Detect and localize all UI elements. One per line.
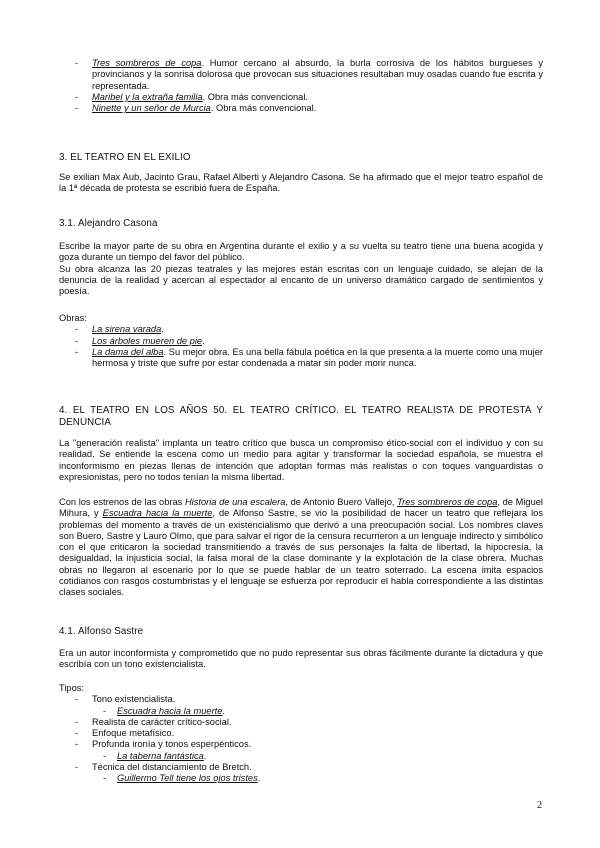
- casona-works: [59, 313, 543, 369]
- list-item-text: .: [222, 705, 226, 716]
- work-title: Guillermo Tell tiene los ojos tristes: [117, 773, 258, 784]
- work-title: Escuadra hacia la muerte: [102, 508, 213, 519]
- list-item-text: . Su mejor obra. Es una bella fábula poética en la que presenta a la muerte como una mujer hermosa y triste que sufre por estar condenada a matar sin poder morir nunca.: [92, 346, 543, 369]
- list-item-text: .: [257, 773, 261, 784]
- list-item: [59, 717, 543, 728]
- text-run: , de Alfonso Sastre, se vio la posibilidad de hacer un teatro que reflejara los problemas del momento a través de un existencialismo que derivó a una preocupación social. Los nombres claves son Buero, Sastre y Lauro Olmo, que para salvar el rigor de la censura recurrieron a un lenguaje indirecto y simbólico con el que criticaron la sociedad transmitiendo a través de sus personajes la falta de libertad, la hipocresía, la desigualdad, la injusticia social, la falsa moral de la clase dominante y la explotación de la clase obrera. Muchas obras no llegaron al escenario por lo que se puede hablar de un teatro soterrado. La escena imita espacios cotidianos con rasgos costumbristas y el lenguaje se esfuerza por reproducir el habla correspondiente a las distintas clases sociales.: [59, 508, 543, 598]
- paragraph: La "generación realista" implanta un teatro crítico que busca un compromiso ético-social con el individuo y con su realidad. Se entiende la escena como un medio para agitar y transformar la sociedad española, se muestra el inconformismo en piezas llenas de intención que adoptan formas más realistas o con toques vanguardistas o expresionistas, pero no todos tenían la misma libertad.: [59, 438, 543, 482]
- section-heading: 4. EL TEATRO EN LOS AÑOS 50. EL TEATRO CRÍTICO. EL TEATRO REALISTA DE PROTESTA Y DENUNCIA: [59, 405, 543, 428]
- page-number: 2: [537, 800, 542, 811]
- list-item: [59, 103, 543, 114]
- list-item: [59, 762, 543, 773]
- sub-list-item: [59, 706, 543, 717]
- work-title: La dama del alba: [92, 346, 164, 357]
- sub-list-item: [59, 751, 543, 762]
- text-run: Con los estrenos de las obras: [59, 497, 185, 507]
- work-title: La taberna fantástica: [117, 750, 204, 761]
- work-title: Escuadra hacia la muerte: [117, 705, 223, 716]
- paragraph: [59, 497, 543, 599]
- text-run: , de Miguel Mihura, y: [59, 497, 543, 519]
- sastre-types: [59, 683, 543, 785]
- work-title: Ninette y un señor de Murcia: [92, 103, 211, 114]
- text-run: , de Antonio Buero Vallejo,: [285, 497, 398, 507]
- list-item: [59, 58, 543, 92]
- list-item-text: Enfoque metafísico.: [92, 728, 175, 739]
- casona-text: [59, 241, 543, 297]
- list-item-text: Técnica del distanciamiento de Bretch.: [92, 762, 252, 773]
- work-title: Los árboles mueren de pie: [92, 335, 203, 346]
- paragraph: Escribe la mayor parte de su obra en Argentina durante el exilio y a su vuelta su teatro tiene una buena acogida y goza durante un tiempo del favor del público.: [59, 241, 543, 263]
- list-item-text: Realista de carácter crítico-social.: [92, 716, 232, 727]
- list-label: Obras:: [59, 313, 87, 323]
- paragraph: Era un autor inconformista y comprometido que no pudo representar sus obras fácilmente durante la dictadura y que escribía con un tono existencialista.: [59, 648, 543, 670]
- work-title: La sirena varada: [92, 324, 162, 335]
- list-item-text: . Obra más convencional.: [210, 103, 317, 114]
- list-item: [59, 347, 543, 370]
- subsection-heading: 4.1. Alfonso Sastre: [59, 626, 144, 637]
- list-item-text: Profunda ironía y tonos esperpénticos.: [92, 739, 252, 750]
- section-heading: 3. EL TEATRO EN EL EXILIO: [59, 152, 191, 163]
- work-title: Tres sombreros de copa: [92, 58, 202, 68]
- list-item-text: . Obra más convencional.: [202, 91, 308, 102]
- list-label: Tipos:: [59, 683, 84, 693]
- sub-list-item: [59, 773, 543, 784]
- list-item-text: .: [161, 324, 164, 335]
- work-title: Tres sombreros de copa: [397, 497, 498, 507]
- list-item: [59, 336, 543, 347]
- list-item-text: .: [202, 335, 205, 346]
- subsection-heading: 3.1. Alejandro Casona: [59, 218, 158, 229]
- list-item: [59, 739, 543, 750]
- work-title: Historia de una escalera: [184, 497, 286, 507]
- work-title: Maribel y la extraña familia: [92, 91, 203, 102]
- list-item: [59, 694, 543, 705]
- list-item-text: . Humor cercano al absurdo, la burla corrosiva de los hábitos burgueses y provincianos y la sonrisa dolorosa que provocan sus situaciones resultaban muy osadas cuando fue escrita y representada.: [92, 58, 543, 91]
- list-item-text: .: [203, 750, 207, 761]
- paragraph: Su obra alcanza las 20 piezas teatrales y las mejores están escritas con un lenguaje cuidado, se alejan de la denuncia de la realidad y acercan al espectador al encanto de un universo dramático cargado de sentimientos y poesía.: [59, 263, 543, 297]
- list-item-text: Tono existencialista.: [92, 694, 176, 705]
- paragraph: Se exilian Max Aub, Jacinto Grau, Rafael Alberti y Alejandro Casona. Se ha afirmado que el mejor teatro español de la 1ª década de protesta se escribió fuera de España.: [59, 172, 543, 194]
- list-item: [59, 728, 543, 739]
- top-works-list: [59, 58, 543, 114]
- list-item: [59, 92, 543, 103]
- list-item: [59, 324, 543, 335]
